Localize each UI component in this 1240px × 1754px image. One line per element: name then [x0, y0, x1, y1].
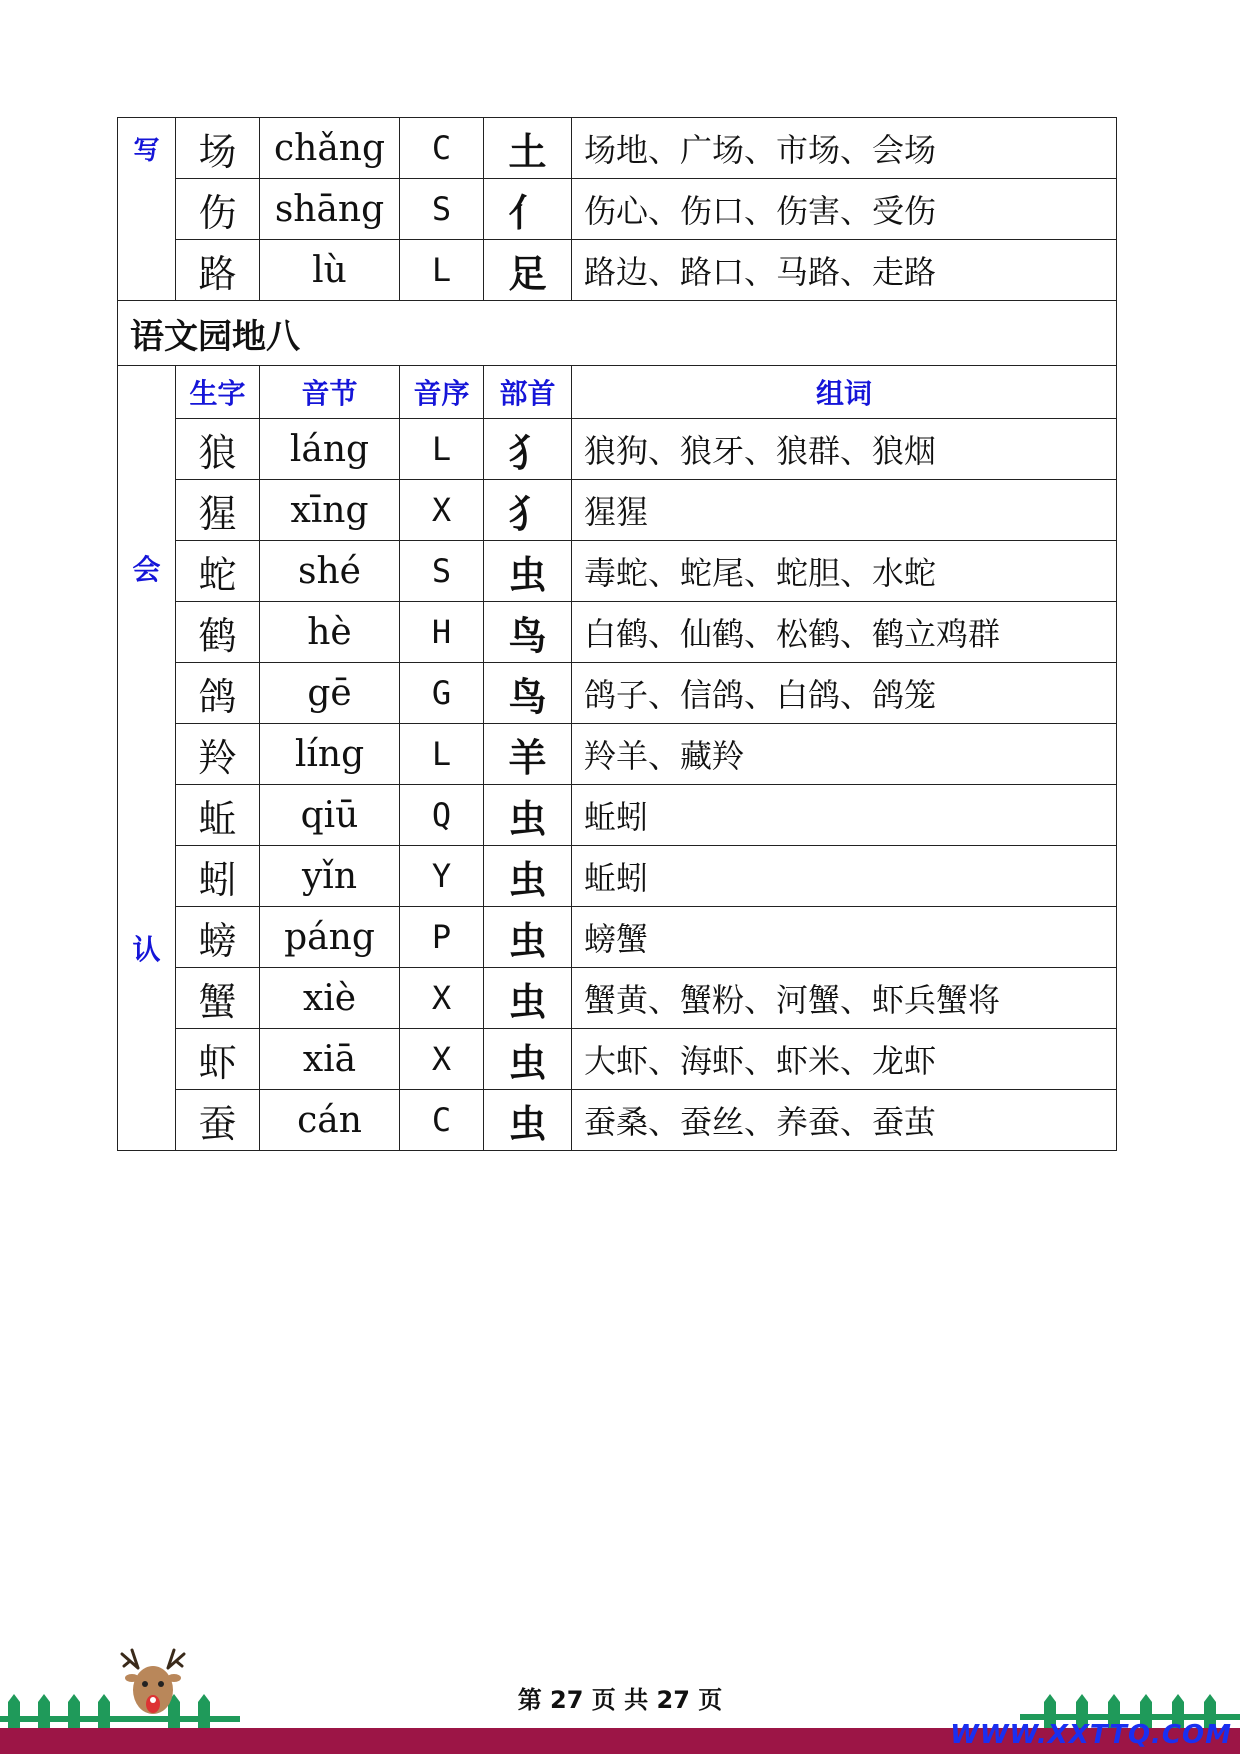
side-label-write: 写	[118, 118, 176, 301]
character-cell: 场	[176, 118, 260, 179]
order-cell: H	[400, 602, 484, 663]
order-cell: G	[400, 663, 484, 724]
words-cell: 鸽子、信鸽、白鸽、鸽笼	[572, 663, 1117, 724]
table-row	[118, 240, 1117, 301]
order-cell: Y	[400, 846, 484, 907]
pinyin-cell: shé	[260, 541, 400, 602]
order-cell: C	[400, 118, 484, 179]
character-cell: 蚓	[176, 846, 260, 907]
words-cell: 毒蛇、蛇尾、蛇胆、水蛇	[572, 541, 1117, 602]
character-cell: 鹤	[176, 602, 260, 663]
words-cell: 螃蟹	[572, 907, 1117, 968]
pinyin-cell: xiā	[260, 1029, 400, 1090]
radical-cell: 虫	[484, 541, 572, 602]
table-row	[118, 846, 1117, 907]
radical-cell: 亻	[484, 179, 572, 240]
pinyin-cell: gē	[260, 663, 400, 724]
table-row	[118, 907, 1117, 968]
vocab-table	[117, 117, 1117, 1151]
radical-cell: 足	[484, 240, 572, 301]
pinyin-cell: chǎng	[260, 118, 400, 179]
radical-cell: 虫	[484, 1090, 572, 1151]
page-number: 第 27 页 共 27 页	[517, 1686, 723, 1714]
character-cell: 鸽	[176, 663, 260, 724]
header-pinyin: 音节	[260, 366, 400, 419]
words-cell: 蚯蚓	[572, 785, 1117, 846]
section-title: 语文园地八	[118, 301, 1117, 366]
section-title-row	[118, 301, 1117, 366]
table-row	[118, 541, 1117, 602]
words-cell: 蚯蚓	[572, 846, 1117, 907]
words-cell: 蚕桑、蚕丝、养蚕、蚕茧	[572, 1090, 1117, 1151]
header-order: 音序	[400, 366, 484, 419]
radical-cell: 虫	[484, 785, 572, 846]
pinyin-cell: láng	[260, 419, 400, 480]
character-cell: 蚕	[176, 1090, 260, 1151]
table-row	[118, 179, 1117, 240]
side-label-recognize	[118, 366, 176, 1151]
words-cell: 伤心、伤口、伤害、受伤	[572, 179, 1117, 240]
order-cell: S	[400, 541, 484, 602]
radical-cell: 犭	[484, 419, 572, 480]
character-cell: 蚯	[176, 785, 260, 846]
table-row	[118, 1090, 1117, 1151]
character-cell: 伤	[176, 179, 260, 240]
order-cell: X	[400, 968, 484, 1029]
words-cell: 白鹤、仙鹤、松鹤、鹤立鸡群	[572, 602, 1117, 663]
pinyin-cell: xīng	[260, 480, 400, 541]
header-radical: 部首	[484, 366, 572, 419]
radical-cell: 虫	[484, 1029, 572, 1090]
pinyin-cell: lù	[260, 240, 400, 301]
header-words: 组词	[572, 366, 1117, 419]
words-cell: 大虾、海虾、虾米、龙虾	[572, 1029, 1117, 1090]
radical-cell: 虫	[484, 968, 572, 1029]
table-row	[118, 1029, 1117, 1090]
order-cell: X	[400, 480, 484, 541]
words-cell: 场地、广场、市场、会场	[572, 118, 1117, 179]
radical-cell: 鸟	[484, 663, 572, 724]
radical-cell: 鸟	[484, 602, 572, 663]
radical-cell: 土	[484, 118, 572, 179]
order-cell: L	[400, 724, 484, 785]
order-cell: P	[400, 907, 484, 968]
radical-cell: 羊	[484, 724, 572, 785]
character-cell: 蛇	[176, 541, 260, 602]
words-cell: 狼狗、狼牙、狼群、狼烟	[572, 419, 1117, 480]
pinyin-cell: yǐn	[260, 846, 400, 907]
radical-cell: 虫	[484, 907, 572, 968]
character-cell: 螃	[176, 907, 260, 968]
words-cell: 蟹黄、蟹粉、河蟹、虾兵蟹将	[572, 968, 1117, 1029]
order-cell: L	[400, 419, 484, 480]
pinyin-cell: páng	[260, 907, 400, 968]
table-row	[118, 785, 1117, 846]
pinyin-cell: shāng	[260, 179, 400, 240]
table-row	[118, 419, 1117, 480]
table-row	[118, 968, 1117, 1029]
character-cell: 羚	[176, 724, 260, 785]
table-row	[118, 602, 1117, 663]
table-row	[118, 118, 1117, 179]
words-cell: 路边、路口、马路、走路	[572, 240, 1117, 301]
words-cell: 猩猩	[572, 480, 1117, 541]
order-cell: Q	[400, 785, 484, 846]
radical-cell: 虫	[484, 846, 572, 907]
pinyin-cell: hè	[260, 602, 400, 663]
table-row	[118, 480, 1117, 541]
character-cell: 虾	[176, 1029, 260, 1090]
table-row	[118, 663, 1117, 724]
pinyin-cell: líng	[260, 724, 400, 785]
character-cell: 猩	[176, 480, 260, 541]
pinyin-cell: xiè	[260, 968, 400, 1029]
words-cell: 羚羊、藏羚	[572, 724, 1117, 785]
character-cell: 路	[176, 240, 260, 301]
order-cell: C	[400, 1090, 484, 1151]
character-cell: 狼	[176, 419, 260, 480]
character-cell: 蟹	[176, 968, 260, 1029]
pinyin-cell: cán	[260, 1090, 400, 1151]
side-label-bottom: 认	[132, 933, 161, 966]
order-cell: L	[400, 240, 484, 301]
header-char: 生字	[176, 366, 260, 419]
side-label-top: 会	[132, 553, 161, 586]
order-cell: S	[400, 179, 484, 240]
site-watermark: WWW.XXTTQ.COM	[950, 1720, 1232, 1750]
order-cell: X	[400, 1029, 484, 1090]
radical-cell: 犭	[484, 480, 572, 541]
header-row	[118, 366, 1117, 419]
table-row	[118, 724, 1117, 785]
pinyin-cell: qiū	[260, 785, 400, 846]
